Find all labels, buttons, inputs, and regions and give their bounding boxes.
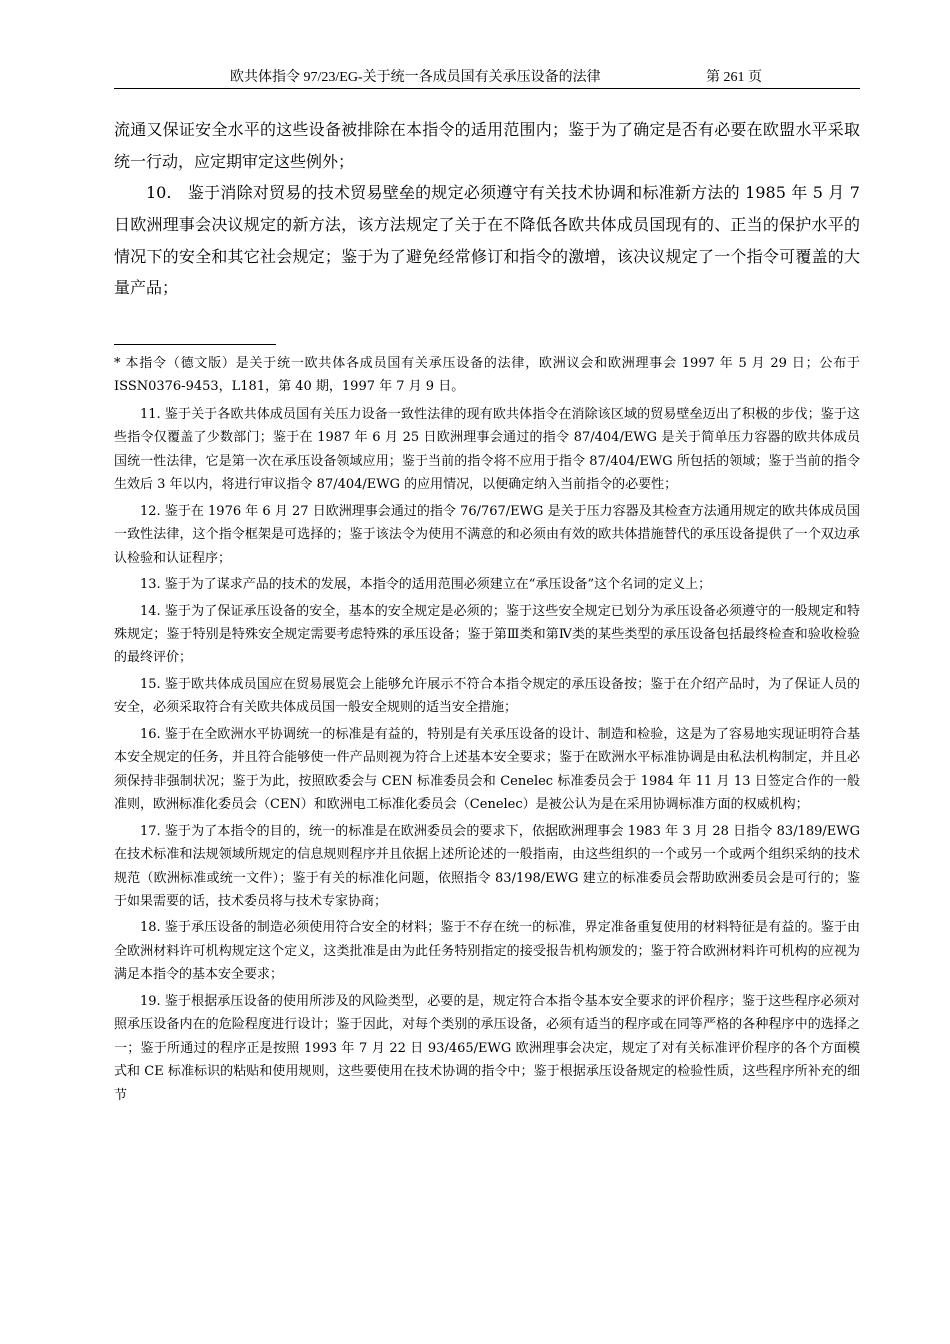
body-paragraph-10: 10. 鉴于消除对贸易的技术贸易壁垒的规定必须遵守有关技术协调和标准新方法的 1985 年 5 月 7 日欧洲理事会决议规定的新方法，该方法规定了关于在不降低各欧共体成员国现有的、正当的保护水平的情况下的安全和其它社会规定；鉴于为了避免经常修订和指令的激增，该决议规定了一个指令可覆盖的大量产品； (114, 183, 860, 298)
recital-18: 18. 鉴于承压设备的制造必须使用符合安全的材料；鉴于不存在统一的标准，界定准备重复使用的材料特征是有益的。鉴于由全欧洲材料许可机构规定这个定义，这类批准是由为此任务特别指定的接受报告机构颁发的；鉴于符合欧洲材料许可机构的应视为满足本指令的基本安全要求； (114, 920, 860, 983)
footnote-area (114, 352, 860, 1110)
recital-12: 12. 鉴于在 1976 年 6 月 27 日欧洲理事会通过的指令 76/767/EWG 是关于压力容器及其检查方法通用规定的欧共体成员国一致性法律，这个指令框架是可选择的；鉴于该法令为使用不满意的和必须由有效的欧共体措施替代的承压设备提供了一个双边承认检验和认证程序； (114, 503, 860, 566)
recital-16: 16. 鉴于在全欧洲水平协调统一的标准是有益的，特别是有关承压设备的设计、制造和检验，这是为了容易地实现证明符合基本安全规定的任务，并且符合能够使一件产品则视为符合上述基本安全要求；鉴于在欧洲水平标准协调是由私法机构制定，并且必须保持非强制状况；鉴于为此，按照欧委会与 CEN 标准委员会和 Cenelec 标准委员会于 1984 年 11 月 13 日签定合作的一般准则，欧洲标准化委员会（CEN）和欧洲电工标准化委员会（Cenelec）是被公认为是在采用协调标准方面的权威机构； (114, 726, 860, 813)
recital-13: 13. 鉴于为了谋求产品的技术的发展，本指令的适用范围必须建立在“承压设备”这个名词的定义上； (140, 577, 712, 593)
header-rule (114, 88, 860, 89)
header-page-number: 第 261 页 (706, 70, 762, 85)
running-header (114, 66, 860, 88)
header-title: 欧共体指令 97/23/EG-关于统一各成员国有关承压设备的法律 (230, 70, 601, 85)
footnote-asterisk: * 本指令（德文版）是关于统一欧共体各成员国有关承压设备的法律，欧洲议会和欧洲理事会 1997 年 5 月 29 日；公布于 ISSN0376-9453，L181，第 40 期，1997 年 7 月 9 日。 (114, 356, 860, 395)
recital-14: 14. 鉴于为了保证承压设备的安全，基本的安全规定是必须的；鉴于这些安全规定已划分为承压设备必须遵守的一般规定和特殊规定；鉴于特别是特殊安全规定需要考虑特殊的承压设备；鉴于第Ⅲ类和第Ⅳ类的某些类型的承压设备包括最终检查和验收检验的最终评价； (114, 603, 860, 666)
footnote-separator (114, 344, 276, 345)
body-paragraph-continuation: 流通又保证安全水平的这些设备被排除在本指令的适用范围内；鉴于为了确定是否有必要在欧盟水平采取统一行动，应定期审定这些例外； (114, 120, 860, 171)
recital-11: 11. 鉴于关于各欧共体成员国有关压力设备一致性法律的现有欧共体指令在消除该区域的贸易壁垒迈出了积极的步伐；鉴于这些指令仅覆盖了少数部门；鉴于在 1987 年 6 月 25 日欧洲理事会通过的指令 87/404/EWG 是关于简单压力容器的欧共体成员国统一性法律，它是第一次在承压设备领域应用；鉴于当前的指令将不应用于指令 87/404/EWG 所包括的领域；鉴于当前的指令生效后 3 年以内，将进行审议指令 87/404/EWG 的应用情况，以便确定纳入当前指令的必要性； (114, 406, 860, 493)
recital-15: 15. 鉴于欧共体成员国应在贸易展览会上能够允许展示不符合本指令规定的承压设备按；鉴于在介绍产品时，为了保证人员的安全，必须采取符合有关欧共体成员国一般安全规则的适当安全措施； (114, 676, 860, 716)
recital-19: 19. 鉴于根据承压设备的使用所涉及的风险类型，必要的是，规定符合本指令基本安全要求的评价程序；鉴于这些程序必须对照承压设备内在的危险程度进行设计；鉴于因此，对每个类别的承压设备，必须有适当的程序或在同等严格的各种程序中的选择之一；鉴于所通过的程序正是按照 1993 年 7 月 22 日 93/465/EWG 欧洲理事会决定，规定了对有关标准评价程序的各个方面模式和 CE 标准标识的粘贴和使用规则，这些要使用在技术协调的指令中；鉴于根据承压设备规定的检验性质，这些程序所补充的细节 (114, 993, 860, 1103)
recital-17: 17. 鉴于为了本指令的目的，统一的标准是在欧洲委员会的要求下，依据欧洲理事会 1983 年 3 月 28 日指令 83/189/EWG 在技术标准和法规领域所规定的信息规则程序并且依据上述所论述的一般指南，由这些组织的一个或另一个或两个组织采纳的技术规范（欧洲标准或统一文件）；鉴于有关的标准化问题，依照指令 83/198/EWG 建立的标准委员会帮助欧洲委员会是可行的；鉴于如果需要的话，技术委员将与技术专家协商； (114, 823, 860, 909)
